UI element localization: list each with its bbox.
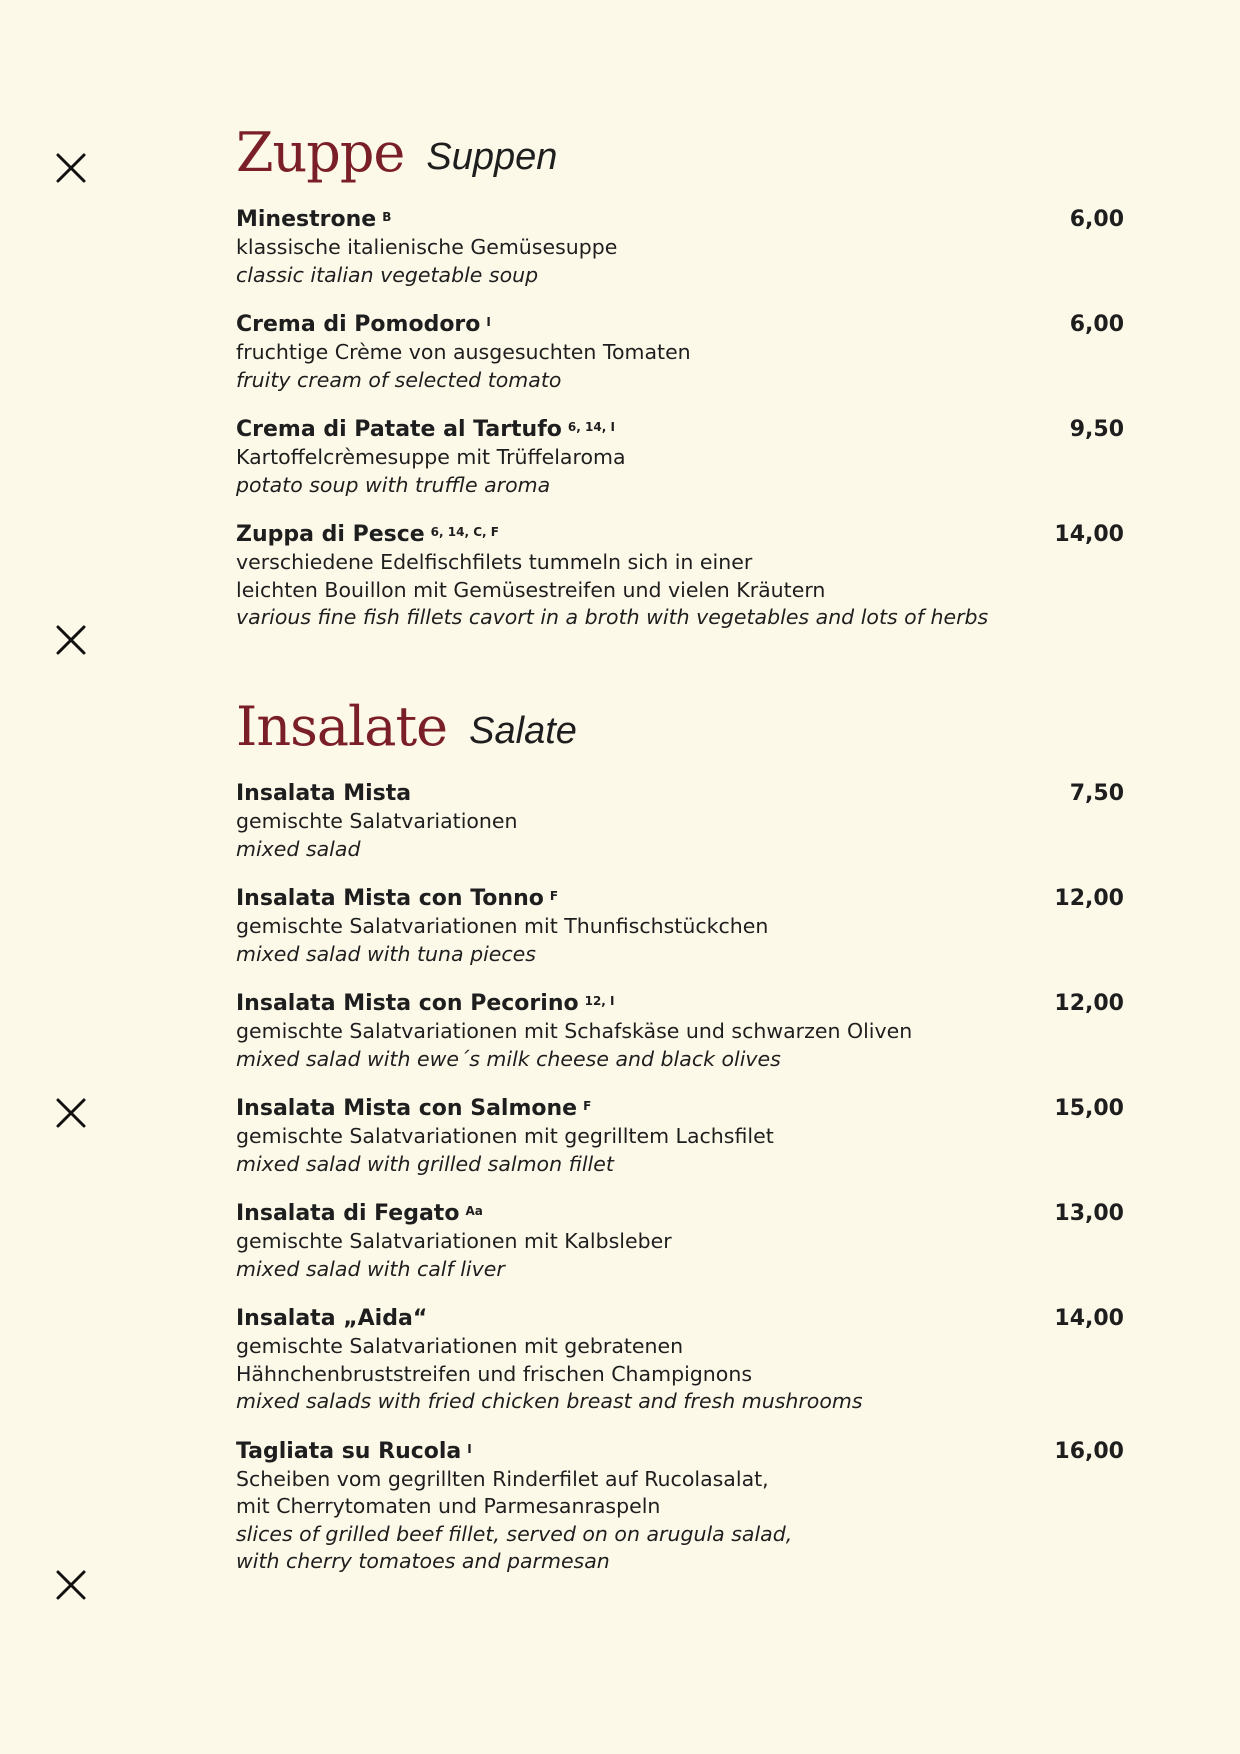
menu-item <box>236 1095 1124 1178</box>
dish-name: Minestrone $^B$ <box>236 207 392 232</box>
cross-mark-icon <box>55 1569 87 1601</box>
menu-item <box>236 521 1124 632</box>
dish-description-german: Scheiben vom gegrillten Rinderfilet auf Rucolasalat, <box>236 1466 769 1491</box>
dish-name: Insalata di Fegato $^{Aa}$ <box>236 1201 483 1226</box>
dish-description-german: gemischte Salatvariationen mit gebratenen <box>236 1334 684 1358</box>
dish-price: 12,00 <box>1054 886 1124 911</box>
allergen-codes: I <box>467 1441 472 1456</box>
dish-description-english: potato soup with truffle aroma <box>236 472 551 497</box>
dish-price: 9,50 <box>1069 417 1124 442</box>
dish-price: 14,00 <box>1054 522 1124 547</box>
allergen-codes: 6, 14, I <box>567 420 615 434</box>
dish-description-german: gemischte Salatvariationen mit Kalbsleber <box>236 1229 672 1253</box>
dish-description-german: verschiedene Edelfischfilets tummeln sich in einer <box>236 550 753 574</box>
dish-name: Insalata Mista con Tonno $^F$ <box>236 886 559 911</box>
dish-name: Crema di Pomodoro $^I$ <box>236 312 491 337</box>
dish-price: 6,00 <box>1069 312 1124 337</box>
allergen-codes: Aa <box>465 1204 483 1218</box>
dish-name: Insalata „Aida“ <box>236 1306 428 1331</box>
section-soups <box>236 112 1124 654</box>
section-heading <box>236 112 1124 184</box>
allergen-codes: 6, 14, C, F <box>430 525 499 539</box>
dish-price: 7,50 <box>1069 781 1124 806</box>
dish-price: 6,00 <box>1069 207 1124 232</box>
allergen-codes: F <box>549 889 559 903</box>
menu-item <box>236 1305 1124 1416</box>
menu-item-list <box>236 206 1124 632</box>
dish-description-german: gemischte Salatvariationen mit gegrilltem Lachsfilet <box>236 1124 774 1148</box>
dish-description-english: classic italian vegetable soup <box>236 262 539 287</box>
allergen-codes: F <box>583 1099 592 1113</box>
allergen-codes: B <box>382 210 392 224</box>
dish-description-english: mixed salad with tuna pieces <box>236 941 536 966</box>
menu-item <box>236 311 1124 394</box>
menu-item <box>236 416 1124 499</box>
menu-item <box>236 885 1124 968</box>
section-title-italian: Insalate <box>236 695 448 758</box>
cross-mark-icon <box>55 624 87 656</box>
dish-description-english: mixed salads with fried chicken breast and fresh mushrooms <box>236 1389 863 1413</box>
section-title-german: Suppen <box>426 136 558 178</box>
dish-description-german: gemischte Salatvariationen <box>236 809 518 833</box>
menu-item-list <box>236 780 1124 1576</box>
dish-name: Insalata Mista con Salmone $^F$ <box>236 1096 592 1121</box>
menu-item <box>236 206 1124 289</box>
section-heading <box>236 686 1124 758</box>
dish-description-english: mixed salad with ewe´s milk cheese and black olives <box>236 1046 781 1071</box>
dish-description-german: Hähnchenbruststreifen und frischen Champignons <box>236 1361 753 1386</box>
dish-description-german: leichten Bouillon mit Gemüsestreifen und vielen Kräutern <box>236 577 826 602</box>
menu-item <box>236 1200 1124 1283</box>
dish-price: 12,00 <box>1054 991 1124 1016</box>
section-salads <box>236 686 1124 1598</box>
dish-price: 15,00 <box>1054 1096 1124 1121</box>
dish-name: Insalata Mista con Pecorino $^{12, I}$ <box>236 991 615 1016</box>
dish-description-english: slices of grilled beef fillet, served on on arugula salad, <box>236 1521 793 1546</box>
dish-name: Insalata Mista <box>236 781 412 806</box>
dish-description-english: with cherry tomatoes and parmesan <box>236 1549 610 1573</box>
dish-description-english: mixed salad with calf liver <box>236 1256 505 1281</box>
dish-description-german: klassische italienische Gemüsesuppe <box>236 235 618 259</box>
dish-price: 16,00 <box>1054 1438 1124 1464</box>
dish-price: 13,00 <box>1054 1201 1124 1226</box>
dish-description-german: Kartoffelcrèmesuppe mit Trüffelaroma <box>236 445 626 469</box>
dish-description-english: fruity cream of selected tomato <box>236 367 562 392</box>
section-title-german: Salate <box>469 710 577 752</box>
cross-mark-icon <box>55 1097 87 1129</box>
allergen-codes: I <box>486 315 491 329</box>
menu-item <box>236 1438 1124 1576</box>
menu-item <box>236 990 1124 1073</box>
dish-price: 14,00 <box>1054 1306 1124 1331</box>
dish-name: Zuppa di Pesce $^{6, 14, C, F}$ <box>236 522 499 547</box>
cross-mark-icon <box>55 152 87 184</box>
dish-description-german: fruchtige Crème von ausgesuchten Tomaten <box>236 340 691 364</box>
dish-description-german: mit Cherrytomaten und Parmesanraspeln <box>236 1494 661 1518</box>
dish-description-english: mixed salad with grilled salmon fillet <box>236 1151 614 1176</box>
menu-item <box>236 780 1124 863</box>
dish-name: Crema di Patate al Tartufo $^{6, 14, I}$ <box>236 417 615 442</box>
dish-description-english: various fine fish fillets cavort in a broth with vegetables and lots of herbs <box>236 605 989 629</box>
allergen-codes: 12, I <box>584 994 615 1008</box>
section-title-italian: Zuppe <box>236 121 405 184</box>
dish-description-english: mixed salad <box>236 836 361 861</box>
dish-name: Tagliata su Rucola $^I$ <box>236 1438 472 1464</box>
dish-description-german: gemischte Salatvariationen mit Schafskäse und schwarzen Oliven <box>236 1019 913 1043</box>
dish-description-german: gemischte Salatvariationen mit Thunfischstückchen <box>236 914 769 938</box>
